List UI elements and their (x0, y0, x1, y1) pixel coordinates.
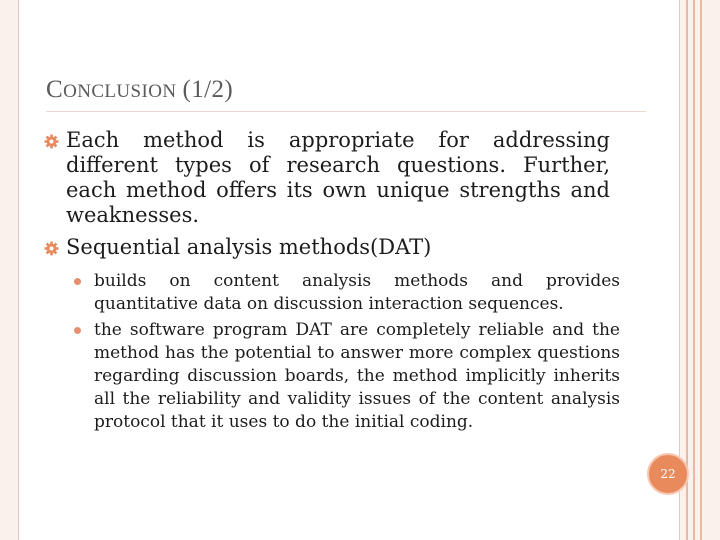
decorative-stripe (700, 0, 702, 540)
sub-bullet-item (74, 319, 620, 434)
sub-bullet-text: builds on content analysis methods and provides quantitative data on discussion interaction sequences. (94, 271, 620, 314)
page-number-badge: 22 (647, 453, 689, 495)
round-dot-icon (74, 327, 81, 334)
bullet-item (46, 235, 610, 260)
title-rest: ONCLUSION (63, 81, 177, 102)
bullet-text: Each method is appropriate for addressing different types of research questions. Further, each method offers its own unique strengths and weaknesses. (66, 128, 610, 227)
title-initial: C (46, 76, 64, 103)
bullet-text: Sequential analysis methods(DAT) (66, 235, 432, 259)
sub-bullet-text: the software program DAT are completely reliable and the method has the potential to answer more complex questions regarding discussion boards, the method implicitly inherits all the reliability and validity issues of the content analysis protocol that it uses to do the initial coding. (94, 320, 620, 432)
slide-title (46, 76, 233, 104)
bullet-item (46, 128, 610, 228)
decorative-stripe (686, 0, 688, 540)
title-part: (1/2) (182, 76, 234, 103)
sub-bullet-item (74, 270, 620, 316)
gear-icon (44, 134, 59, 149)
title-divider (46, 111, 646, 112)
round-dot-icon (74, 278, 81, 285)
decorative-stripe (693, 0, 695, 540)
gear-icon (44, 241, 59, 256)
